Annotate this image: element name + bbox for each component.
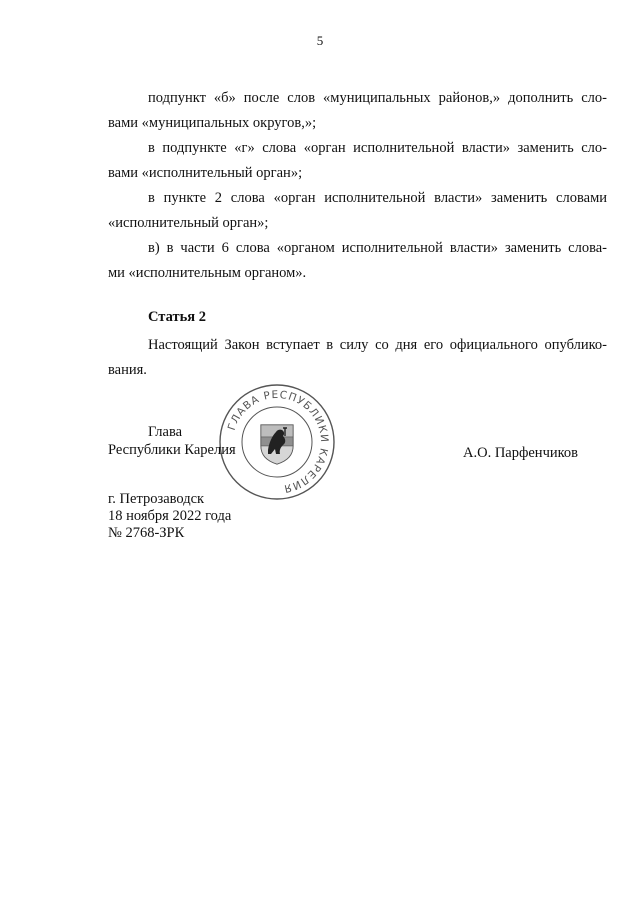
amendment-paragraph <box>108 86 607 136</box>
text-line: Настоящий Закон вступает в силу со дня его официального опублико- <box>148 337 607 353</box>
text-line: «исполнительный орган»; <box>108 215 269 231</box>
law-number: № 2768-ЗРК <box>108 525 185 541</box>
text-line: ми «исполнительным органом». <box>108 265 307 281</box>
amendment-paragraph <box>108 236 607 286</box>
article-body <box>108 333 607 383</box>
signatory-region: Республики Карелия <box>108 442 236 458</box>
place-and-date <box>108 491 231 542</box>
text-line: вами «исполнительный орган»; <box>108 165 303 181</box>
amendment-paragraph <box>108 186 607 236</box>
amendment-paragraph <box>108 136 607 186</box>
text-line: в пункте 2 слова «орган исполнительной власти» заменить словами <box>148 190 607 206</box>
text-line: в) в части 6 слова «органом исполнительной власти» заменить слова- <box>148 240 607 256</box>
amendments-text <box>108 86 607 286</box>
coat-of-arms-icon <box>261 425 293 464</box>
page-number: 5 <box>316 33 324 48</box>
text-line: вания. <box>108 362 147 378</box>
article-heading: Статья 2 <box>148 309 206 325</box>
text-line: вами «муниципальных округов,»; <box>108 115 317 131</box>
text-line: в подпункте «г» слова «орган исполнительной власти» заменить сло- <box>148 140 607 156</box>
signatory-name: А.О. Парфенчиков <box>463 445 579 461</box>
text-line: подпункт «б» после слов «муниципальных районов,» дополнить сло- <box>148 90 607 106</box>
article-paragraph <box>108 333 607 383</box>
signatory-title: Глава <box>148 424 183 440</box>
date: 18 ноября 2022 года <box>108 508 232 524</box>
city: г. Петрозаводск <box>108 491 205 507</box>
seal-lettering: ГЛАВА РЕСПУБЛИКИ КАРЕЛИЯ <box>225 388 331 495</box>
